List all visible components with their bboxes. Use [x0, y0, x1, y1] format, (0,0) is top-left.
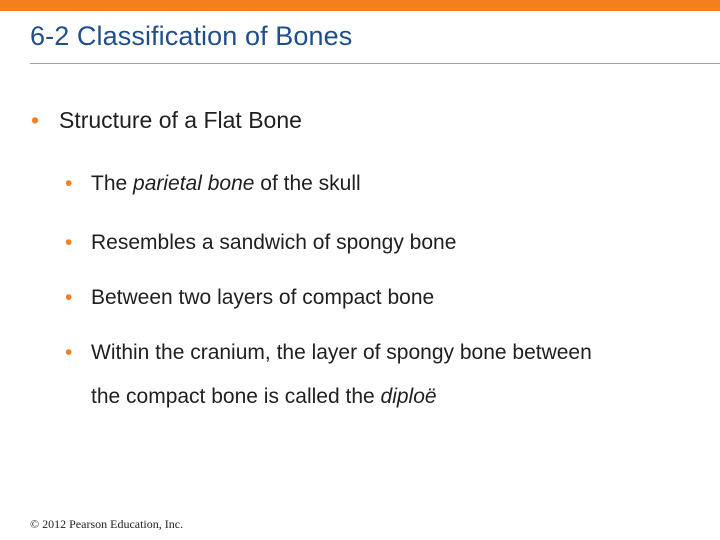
copyright-footer: © 2012 Pearson Education, Inc. [30, 517, 184, 531]
bullet-cranium-diploe [65, 341, 592, 365]
bullet-text: Between two layers of compact bone [91, 286, 435, 309]
bullet-compact-layers [65, 286, 434, 310]
bullet-marker: • [65, 172, 73, 195]
bullet-text: Structure of a Flat Bone [59, 107, 302, 133]
bullet-marker: • [31, 107, 40, 133]
bullet-text: Resembles a sandwich of spongy bone [91, 231, 457, 254]
bullet-parietal-bone [65, 172, 361, 196]
bullet-cranium-diploe-continuation [91, 385, 437, 409]
bullet-marker: • [65, 286, 73, 309]
bullet-sandwich [65, 231, 456, 255]
slide-title: 6-2 Classification of Bones [30, 21, 353, 51]
bullet-text: Within the cranium, the layer of spongy bone between [91, 341, 592, 364]
bullet-text-pre: The [91, 172, 134, 195]
bullet-marker: • [65, 231, 73, 254]
top-accent-bar [0, 0, 720, 11]
bullet-text-italic: diploë [380, 385, 437, 408]
title-divider [30, 63, 720, 64]
bullet-text-pre: the compact bone is called the [91, 385, 381, 408]
bullet-marker: • [65, 341, 73, 364]
bullet-text-italic: parietal bone [133, 172, 255, 195]
bullet-text-post: of the skull [254, 172, 361, 195]
bullet-structure-flat-bone [31, 107, 302, 134]
